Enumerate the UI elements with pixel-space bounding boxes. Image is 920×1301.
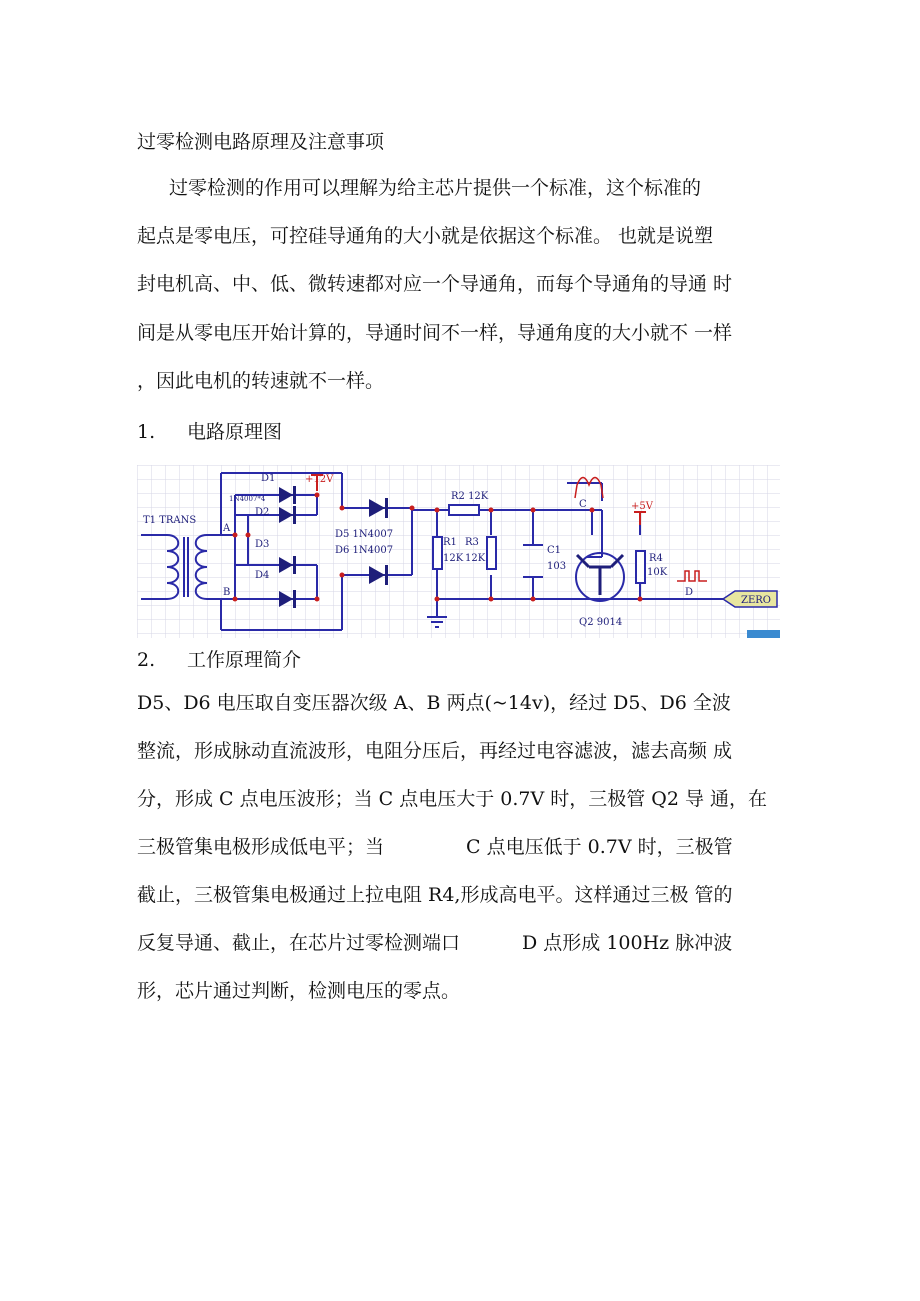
label-r1-value: 12K (443, 553, 464, 564)
label-b: B (223, 587, 231, 598)
desc-line-6 (137, 931, 732, 955)
label-zero: ZERO (741, 595, 771, 606)
section-number: 1. (137, 421, 156, 443)
label-r2: R2 12K (451, 491, 489, 502)
label-c-point: C (579, 499, 587, 510)
desc-line-6-part-b: D 点形成 100Hz 脉冲波 (522, 932, 733, 954)
label-c1-value: 103 (547, 561, 567, 572)
section-title: 电路原理图 (187, 421, 283, 443)
desc-line-5: 截止，三极管集电极通过上拉电阻 R4,形成高电平。这样通过三极 管的 (137, 884, 733, 906)
label-r4: R4 (649, 553, 663, 564)
document-title: 过零检测电路原理及注意事项 (137, 131, 385, 153)
label-d2: D2 (255, 507, 270, 518)
desc-line-2: 整流，形成脉动直流波形，电阻分压后，再经过电容滤波，滤去高频 成 (137, 740, 733, 762)
label-5v: +5V (631, 501, 653, 512)
desc-line-4 (137, 835, 733, 859)
intro-line-4: 间是从零电压开始计算的，导通时间不一样，导通角度的大小就不 一样 (137, 322, 733, 344)
desc-line-4-part-a: 三极管集电极形成低电平；当 (137, 836, 385, 858)
circuit-schematic (137, 465, 780, 638)
label-d5: D5 1N4007 (335, 529, 394, 540)
label-c1: C1 (547, 545, 562, 556)
label-a: A (223, 523, 231, 534)
section-heading-1 (137, 420, 282, 444)
label-d-point: D (685, 587, 694, 598)
desc-line-6-part-a: 反复导通、截止，在芯片过零检测端口 (137, 932, 461, 954)
label-t1: T1 TRANS (143, 515, 197, 526)
intro-line-3: 封电机高、中、低、微转速都对应一个导通角，而每个导通角的导通 时 (137, 273, 733, 295)
section-title: 工作原理简介 (187, 649, 302, 671)
section-number: 2. (137, 649, 156, 671)
label-r4-value: 10K (647, 567, 668, 578)
label-r3-value: 12K (465, 553, 486, 564)
desc-line-1: D5、D6 电压取自变压器次级 A、B 两点(~14v)，经过 D5、D6 全波 (137, 692, 731, 714)
section-heading-2 (137, 648, 301, 672)
intro-line-1: 过零检测的作用可以理解为给主芯片提供一个标准，这个标准的 (169, 177, 702, 199)
label-d4: D4 (255, 570, 270, 581)
label-12v: +12V (305, 474, 334, 485)
desc-line-4-part-b: C 点电压低于 0.7V 时，三极管 (466, 836, 733, 858)
label-r3: R3 (465, 537, 479, 548)
desc-line-7: 形，芯片通过判断，检测电压的零点。 (137, 980, 461, 1002)
desc-line-3: 分，形成 C 点电压波形；当 C 点电压大于 0.7V 时，三极管 Q2 导 通，在 (137, 788, 768, 810)
label-d1: D1 (261, 473, 276, 484)
label-q2: Q2 9014 (579, 617, 623, 628)
intro-line-5: ，因此电机的转速就不一样。 (137, 370, 385, 392)
label-d3: D3 (255, 539, 270, 550)
label-r1: R1 (443, 537, 457, 548)
intro-line-2: 起点是零电压，可控硅导通角的大小就是依据这个标准。 也就是说塑 (137, 225, 714, 247)
label-d1-part: 1N4007*4 (229, 495, 266, 503)
label-d6: D6 1N4007 (335, 545, 394, 556)
